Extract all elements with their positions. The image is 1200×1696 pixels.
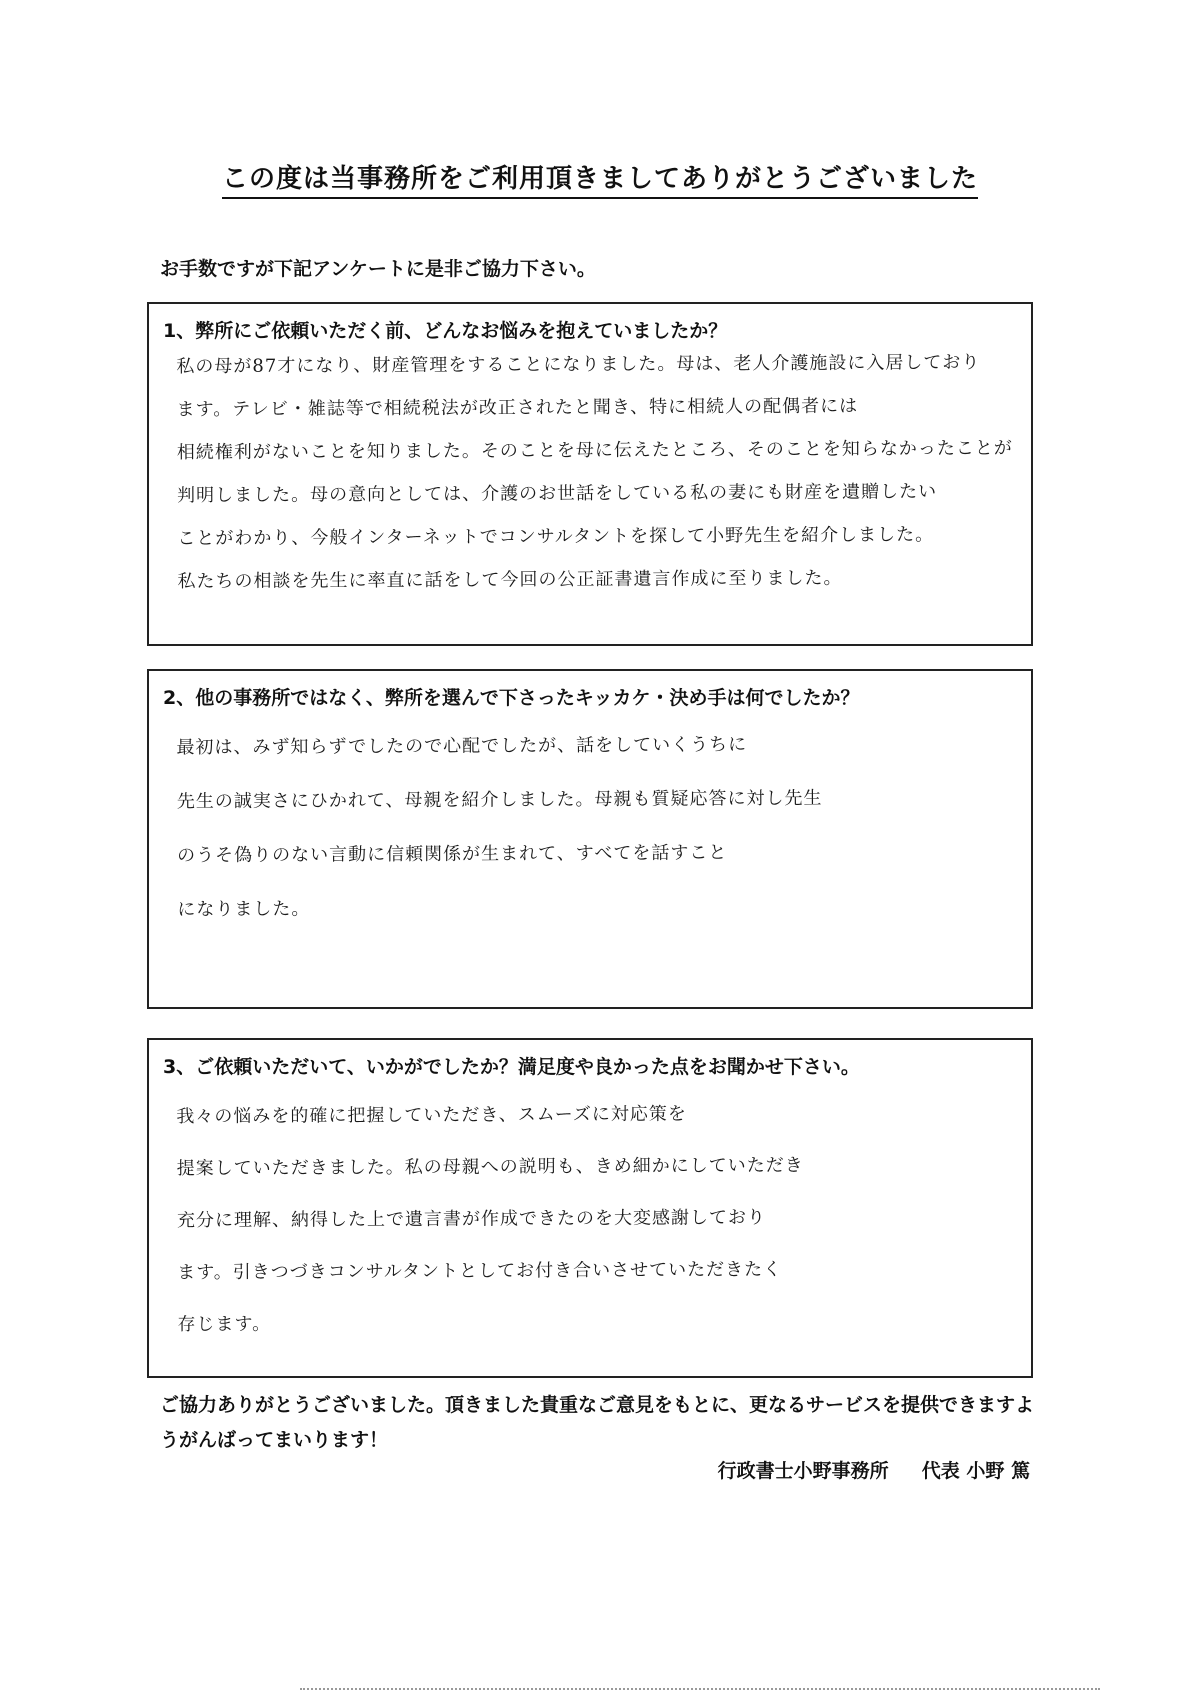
answer-line: ます。引きつづきコンサルタントとしてお付き合いさせていただきたく bbox=[177, 1259, 783, 1284]
question-box-2 bbox=[147, 669, 1033, 1009]
answer-line: 存じます。 bbox=[177, 1313, 272, 1336]
answer-line: ことがわかり、今般インターネットでコンサルタントを探して小野先生を紹介しました。 bbox=[177, 524, 935, 550]
question-1-answer bbox=[176, 348, 1013, 610]
answer-line: 私の母が87才になり、財産管理をすることになりました。母は、老人介護施設に入居しており bbox=[176, 351, 981, 378]
answer-line: のうそ偽りのない言動に信頼関係が生まれて、すべてを話すこと bbox=[177, 842, 728, 867]
survey-intro: お手数ですが下記アンケートに是非ご協力下さい。 bbox=[160, 258, 596, 280]
question-2-answer bbox=[176, 729, 1013, 949]
answer-line: ます。テレビ・雑誌等で相続税法が改正されたと聞き、特に相続人の配偶者には bbox=[176, 395, 859, 421]
scan-edge-divider bbox=[300, 1688, 1100, 1692]
answer-line: 提案していただきました。私の母親への説明も、きめ細かにしていただき bbox=[176, 1154, 804, 1180]
question-box-3 bbox=[147, 1038, 1033, 1378]
page-title-text: この度は当事務所をご利用頂きましてありがとうございました bbox=[222, 164, 978, 199]
answer-line: になりました。 bbox=[177, 898, 311, 921]
question-3-title: 3、ご依頼いただいて、いかがでしたか？満足度や良かった点をお聞かせ下さい。 bbox=[163, 1056, 860, 1078]
question-3-answer bbox=[176, 1098, 1013, 1362]
answer-line: 我々の悩みを的確に把握していただき、スムーズに対応策を bbox=[176, 1103, 687, 1128]
question-1-title: 1、弊所にご依頼いただく前、どんなお悩みを抱えていましたか？ bbox=[163, 320, 728, 342]
answer-line: 充分に理解、納得した上で遺言書が作成できたのを大変感謝しており bbox=[176, 1207, 766, 1232]
answer-line: 最初は、みず知らずでしたので心配でしたが、話をしていくうちに bbox=[176, 734, 748, 759]
page-title bbox=[0, 158, 1200, 195]
answer-line: 相続権利がないことを知りました。そのことを母に伝えたところ、そのことを知らなかったことが bbox=[176, 437, 1013, 464]
question-box-1 bbox=[147, 302, 1033, 646]
closing-message: ご協力ありがとうございました。頂きました貴重なご意見をもとに、更なるサービスを提供できますようがんばってまいります！ bbox=[160, 1394, 1035, 1451]
signature bbox=[718, 1456, 1030, 1483]
answer-line: 私たちの相談を先生に率直に話をして今回の公正証書遺言作成に至りました。 bbox=[177, 567, 843, 593]
question-2-title: 2、他の事務所ではなく、弊所を選んで下さったキッカケ・決め手は何でしたか？ bbox=[163, 687, 860, 709]
representative-name: 代表 小野 篤 bbox=[921, 1460, 1030, 1482]
answer-line: 先生の誠実さにひかれて、母親を紹介しました。母親も質疑応答に対し先生 bbox=[176, 787, 823, 813]
answer-line: 判明しました。母の意向としては、介護のお世話をしている私の妻にも財産を遺贈したい bbox=[177, 481, 938, 507]
office-name: 行政書士小野事務所 bbox=[717, 1460, 889, 1482]
